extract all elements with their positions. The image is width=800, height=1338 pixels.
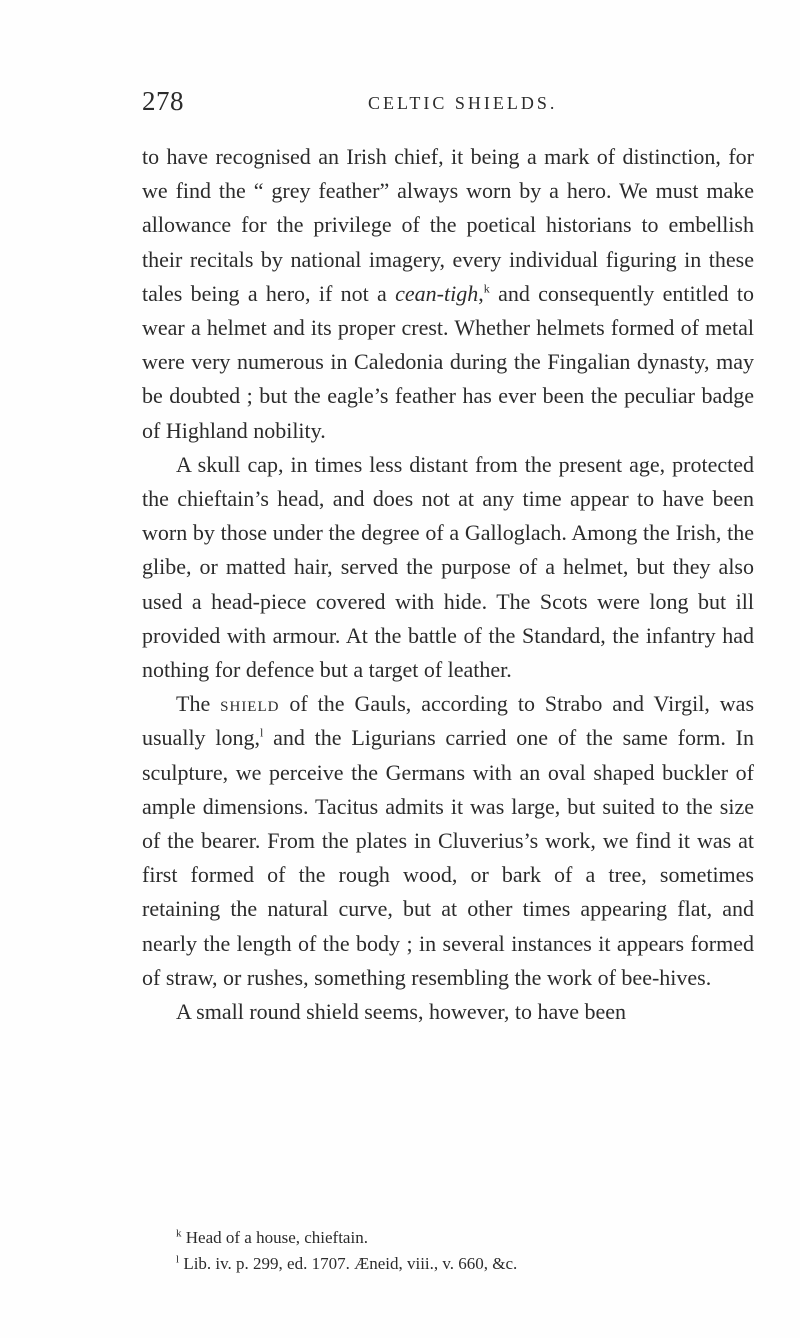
footnote-k-text: Head of a house, chieftain. (181, 1228, 368, 1247)
footnote-k-mark: k (176, 1227, 182, 1240)
footnote-l (176, 1251, 736, 1277)
footnote-l-text: Lib. iv. p. 299, ed. 1707. Æneid, viii., v. 660, &c. (179, 1254, 518, 1273)
footnote-marker-k: k (483, 281, 490, 296)
italic-term-cean-tigh: cean-tigh (395, 280, 479, 306)
footnote-marker-l: l (259, 726, 264, 741)
running-title: CELTIC SHIELDS. (368, 93, 558, 113)
paragraph-1: to have recognised an Irish chief, it being a mark of distinction, for we find the “ grey feather” always worn by a hero. We must make allowance for the privilege of the poetical historians to embellish their recitals by national imagery, every individual figuring in these tales being a hero, if not a cean-tigh,$^k$ and consequently entitled to wear a helmet and its proper crest. Whether helmets formed of metal were very numerous in Caledonia during the Fingalian dynasty, may be doubted ; but the eagle’s feather has ever been the peculiar badge of Highland nobility. (142, 144, 754, 443)
paragraph-3-text-b: of the Gauls, according to Strabo and Virgil, was usually long, (142, 691, 755, 751)
footnote-k (176, 1225, 736, 1251)
paragraph-2: A skull cap, in times less distant from the present age, protected the chieftain’s head, and does not at any time appear to have been worn by those under the degree of a Galloglach. Among the Irish, the glibe, or matted hair, served the purpose of a helmet, but they also used a head-piece covered with hide. The Scots were long but ill provided with armour. At the battle of the Standard, the infantry had nothing for defence but a target of leather. (142, 451, 754, 683)
paragraph-1-text-b: and consequently entitled to wear a helmet and its proper crest. Whether helmets formed of metal were very numerous in Caledonia during the Fingalian dynasty, may be doubted ; but the eagle’s feather has ever been the peculiar badge of Highland nobility. (142, 280, 754, 443)
page-header (142, 86, 752, 122)
paragraph-3-text-c: and the Ligurians carried one of the same form. In sculpture, we perceive the Germans with an oval shaped buckler of ample dimensions. Tacitus admits it was large, but suited to the size of the bearer. From the plates in Cluverius’s work, we find it was at first formed of the rough wood, or bark of a tree, sometimes retaining the natural curve, but at other times appearing flat, and nearly the length of the body ; in several instances it appears formed of straw, or rushes, something resembling the work of bee-hives. (142, 725, 755, 990)
footnote-l-mark: l (176, 1253, 180, 1266)
paragraph-3-text-a: The (176, 691, 221, 717)
footnotes (176, 1225, 736, 1277)
small-caps-shield: shield (220, 691, 280, 717)
paragraph-4: A small round shield seems, however, to have been (176, 999, 627, 1025)
page-number: 278 (142, 86, 184, 116)
body-text (142, 140, 754, 1029)
paragraph-1-text-a: to have recognised an Irish chief, it being a mark of distinction, for we find the “ grey feather” always worn by a hero. We must make allowance for the privilege of the poetical historians to embellish their recitals by national imagery, every individual figuring in these tales being a hero, if not a (142, 144, 754, 306)
paragraph-3 (142, 687, 754, 995)
